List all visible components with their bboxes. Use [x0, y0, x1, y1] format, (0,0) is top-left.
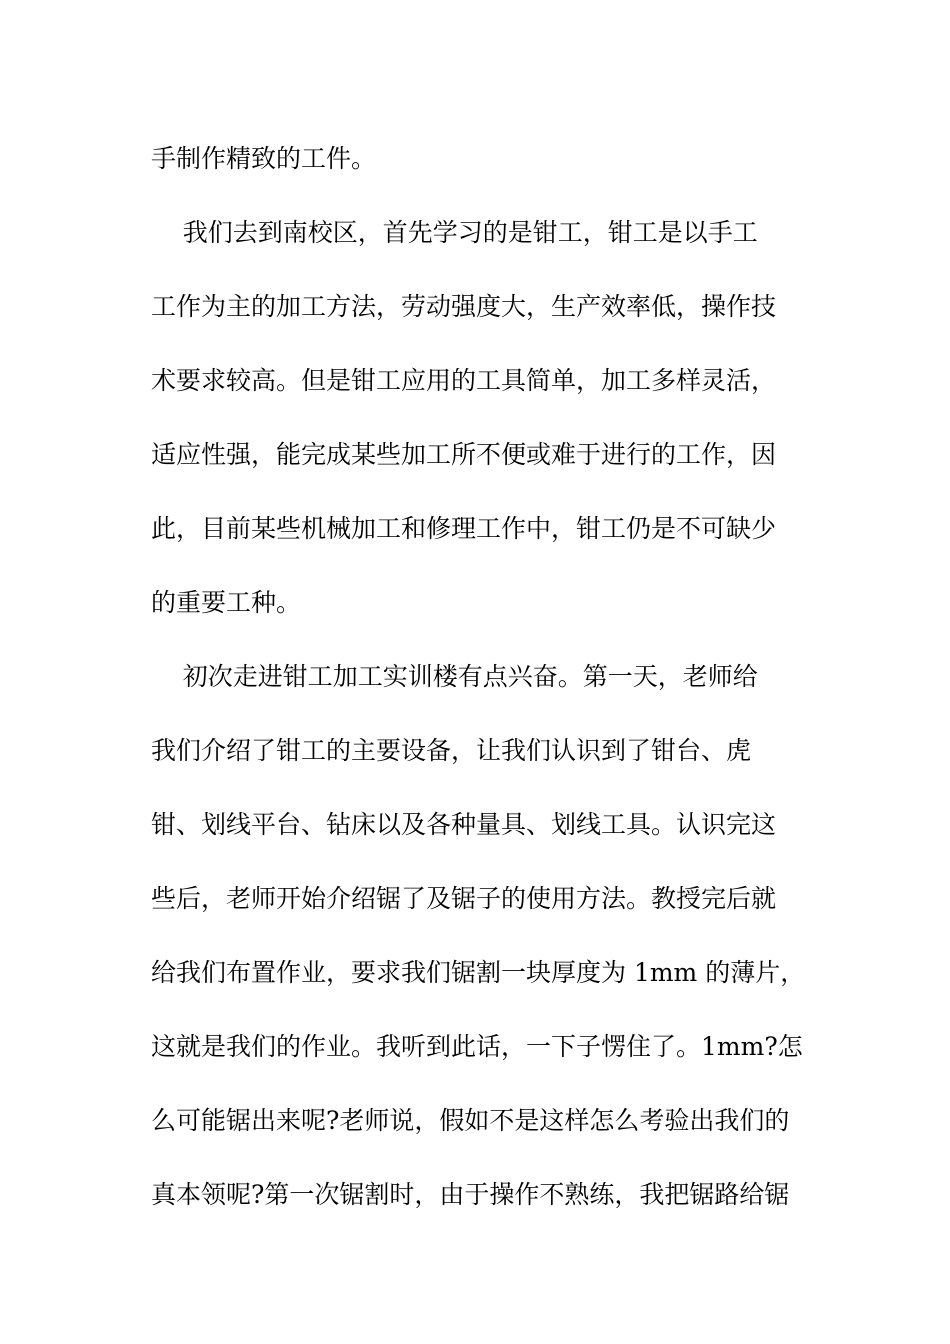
text-line: 手制作精致的工件。 [151, 144, 377, 173]
text-line: 工作为主的加工方法，劳动强度大，生产效率低，操作技 [151, 292, 777, 321]
text-line: 这就是我们的作业。我听到此话，一下子愣住了。1mm?怎 [151, 1032, 803, 1061]
text-line: 适应性强，能完成某些加工所不便或难于进行的工作，因 [151, 440, 777, 469]
text-line: 些后，老师开始介绍锯了及锯子的使用方法。教授完后就 [151, 884, 777, 913]
text-line: 给我们布置作业，要求我们锯割一块厚度为 1mm 的薄片， [151, 958, 806, 987]
text-line: 此，目前某些机械加工和修理工作中，钳工仍是不可缺少 [151, 514, 777, 543]
text-line: 我们去到南校区，首先学习的是钳工，钳工是以手工 [151, 218, 758, 247]
text-line: 钳、划线平台、钻床以及各种量具、划线工具。认识完这 [151, 810, 777, 839]
text-line: 初次走进钳工加工实训楼有点兴奋。第一天，老师给 [151, 662, 758, 691]
text-line: 我们介绍了钳工的主要设备，让我们认识到了钳台、虎 [151, 736, 752, 765]
text-line: 么可能锯出来呢?老师说，假如不是这样怎么考验出我们的 [151, 1106, 790, 1135]
text-line: 真本领呢?第一次锯割时，由于操作不熟练，我把锯路给锯 [151, 1180, 790, 1209]
text-line: 术要求较高。但是钳工应用的工具简单，加工多样灵活， [151, 366, 777, 395]
text-line: 的重要工种。 [151, 588, 302, 617]
body-text [151, 122, 811, 1232]
